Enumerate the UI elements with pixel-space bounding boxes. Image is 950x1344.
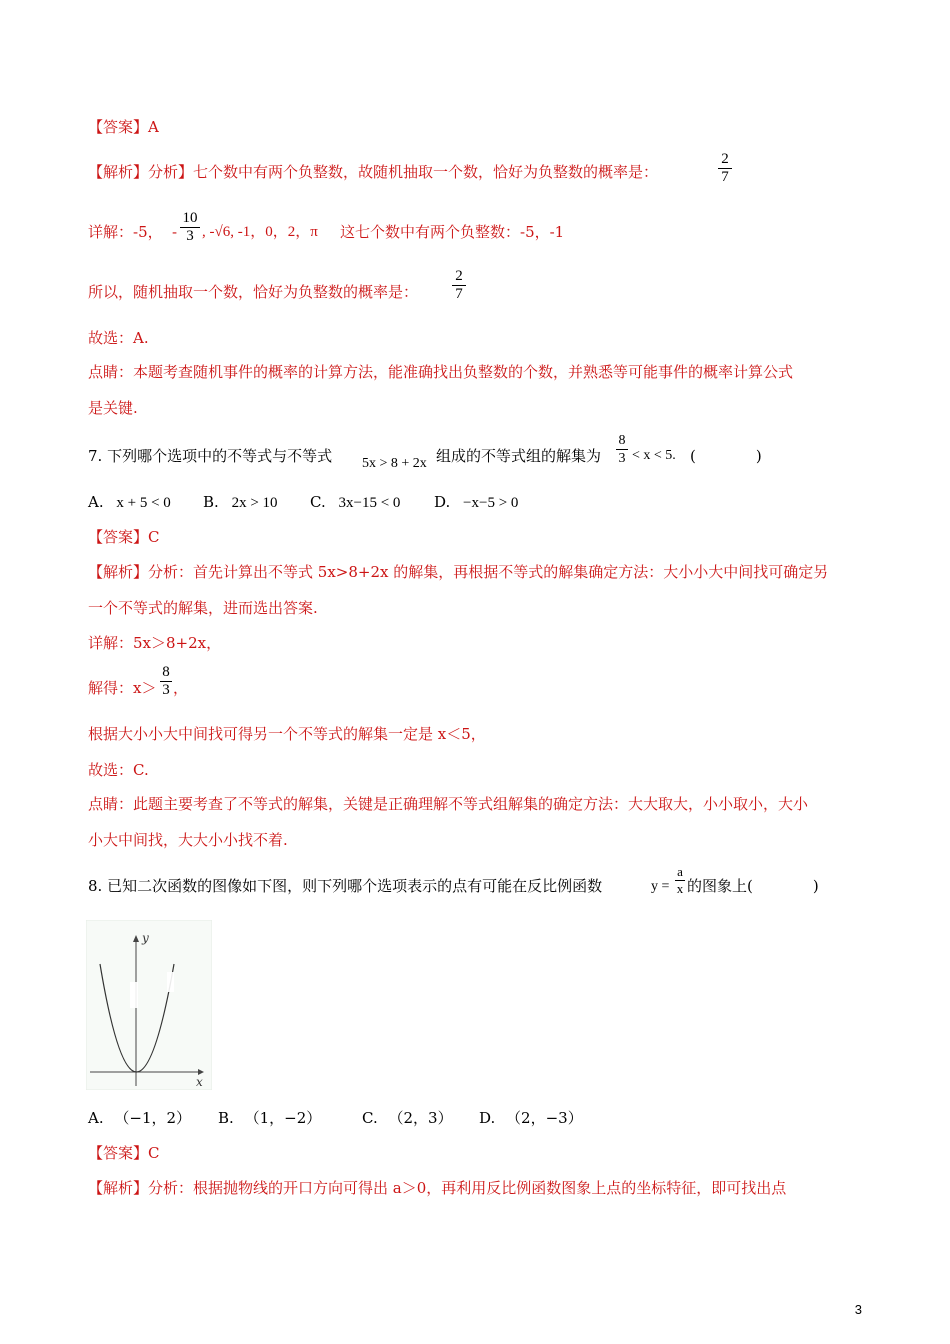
q6-detail-sign: -: [172, 223, 178, 241]
q7-option-d-letter: D.: [434, 493, 451, 511]
q7-analysis-1: 【解析】分析：首先计算出不等式 5x>8+2x 的解集，再根据不等式的解集确定方法：大小小大中间找可确定另: [88, 563, 829, 581]
q6-prob-fraction: [718, 151, 732, 186]
q7-solve-den: 3: [160, 681, 172, 699]
q7-solve-prefix: 解得：x＞: [88, 679, 157, 697]
q6-so-num: 2: [455, 268, 463, 284]
q7-stem-a: 7. 下列哪个选项中的不等式与不等式: [88, 447, 333, 465]
q6-choose: 故选：A.: [88, 329, 149, 347]
q7-choose: 故选：C.: [88, 761, 149, 779]
q7-detail: 详解：5x＞8+2x，: [88, 634, 222, 652]
q7-option-b: [203, 492, 278, 513]
q7-stem-frac-num: 8: [618, 433, 626, 448]
q7-answer: 【答案】C: [88, 528, 160, 546]
q7-solve-fraction: [160, 664, 172, 699]
q8-option-a: [88, 1108, 191, 1128]
q7-stem-b: 组成的不等式组的解集为: [436, 447, 602, 465]
q8-option-c-value: （2，3）: [388, 1109, 453, 1127]
label-smudge-2: [167, 972, 174, 992]
q7-option-b-expr: 2x > 10: [231, 495, 278, 511]
q8-option-a-letter: A.: [88, 1109, 104, 1127]
q7-solve-num: 8: [162, 664, 170, 680]
q8-option-c-letter: C.: [362, 1109, 378, 1127]
label-smudge-1: [130, 982, 138, 1008]
q6-answer: 【答案】A: [88, 118, 159, 136]
q7-option-c-expr: 3x−15 < 0: [338, 495, 401, 511]
q6-detail-mid: , -√6, -1，0，2，π: [202, 224, 318, 240]
q8-func-num: a: [677, 864, 683, 879]
q7-analysis-2: 一个不等式的解集，进而选出答案.: [88, 599, 318, 617]
q7-comment-2: 小大中间找，大大小小找不着.: [88, 831, 288, 849]
q7-by-rule: 根据大小小大中间找可得另一个不等式的解集一定是 x＜5，: [88, 725, 486, 743]
parabola-figure: [86, 920, 212, 1090]
q8-option-b-letter: B.: [218, 1109, 234, 1127]
parabola-graph: [86, 920, 212, 1090]
q8-option-d-letter: D.: [479, 1109, 496, 1127]
q7-option-c: [310, 492, 400, 513]
q8-answer: 【答案】C: [88, 1144, 160, 1162]
q7-stem-frac-den: 3: [616, 449, 628, 467]
q7-comment-1: 点睛：此题主要考查了不等式的解集，关键是正确理解不等式组解集的确定方法：大大取大，小小取小，大小: [88, 795, 809, 813]
q7-solve: [88, 678, 156, 698]
q7-option-d-expr: −x−5 > 0: [463, 495, 519, 511]
q8-option-a-value: （−1，2）: [114, 1109, 192, 1127]
q7-option-c-letter: C.: [310, 493, 326, 511]
q8-option-b: [218, 1108, 321, 1128]
q6-detail-prefix: 详解：-5，: [88, 223, 163, 241]
q6-comment-2: 是关键.: [88, 399, 138, 417]
q7-option-a-letter: A.: [88, 493, 104, 511]
q7-stem-ineq: 5x > 8 + 2x: [362, 456, 427, 471]
q8-func-fraction: [675, 864, 685, 897]
q8-analysis: 【解析】分析：根据抛物线的开口方向可得出 a＞0，再利用反比例函数图象上点的坐标特征，即可找出点: [88, 1179, 787, 1197]
q8-stem-a: 8. 已知二次函数的图像如下图，则下列哪个选项表示的点有可能在反比例函数: [88, 877, 603, 895]
q8-option-d-value: （2，−3）: [506, 1109, 583, 1127]
q6-analysis-text: 分析】七个数中有两个负整数，故随机抽取一个数，恰好为负整数的概率是：: [148, 163, 659, 181]
q6-analysis: [88, 162, 658, 182]
page-number: 3: [854, 1302, 862, 1317]
q8-option-c: [362, 1108, 453, 1128]
q6-detail-fraction: [180, 210, 200, 245]
q8-func-den: x: [676, 881, 684, 896]
q8-func-y: y =: [651, 879, 670, 894]
figure-background: [86, 920, 212, 1090]
q6-detail-frac-den: 3: [180, 227, 200, 245]
q6-so-den: 7: [452, 285, 466, 303]
q8-stem-b: 的图象上( ): [687, 877, 819, 895]
q7-option-b-letter: B.: [203, 493, 219, 511]
q6-prob-num: 2: [721, 151, 729, 167]
y-axis-label: y: [142, 931, 149, 945]
q7-stem-fraction: [616, 432, 628, 467]
q6-analysis-label: 【解析】: [88, 163, 149, 181]
q6-so: 所以，随机抽取一个数，恰好为负整数的概率是：: [88, 283, 419, 301]
q7-option-a-expr: x + 5 < 0: [116, 495, 171, 511]
q6-prob-den: 7: [718, 168, 732, 186]
q8-option-b-value: （1，−2）: [244, 1109, 322, 1127]
q7-option-d: [434, 492, 518, 513]
q6-detail-suffix: 这七个数中有两个负整数：-5，-1: [340, 223, 565, 241]
x-axis-label: x: [196, 1075, 203, 1089]
q8-option-d: [479, 1108, 583, 1128]
q6-detail-frac-num: 10: [182, 210, 198, 226]
q7-solve-suffix: ，: [173, 679, 189, 697]
q7-stem-c: < x < 5.: [632, 448, 676, 463]
q7-option-a: [88, 492, 171, 513]
q7-stem-paren: ( ): [690, 447, 762, 465]
q6-comment-1: 点睛：本题考查随机事件的概率的计算方法，能准确找出负整数的个数，并熟悉等可能事件的概率计算公式: [88, 363, 794, 381]
q6-so-fraction: [452, 268, 466, 303]
